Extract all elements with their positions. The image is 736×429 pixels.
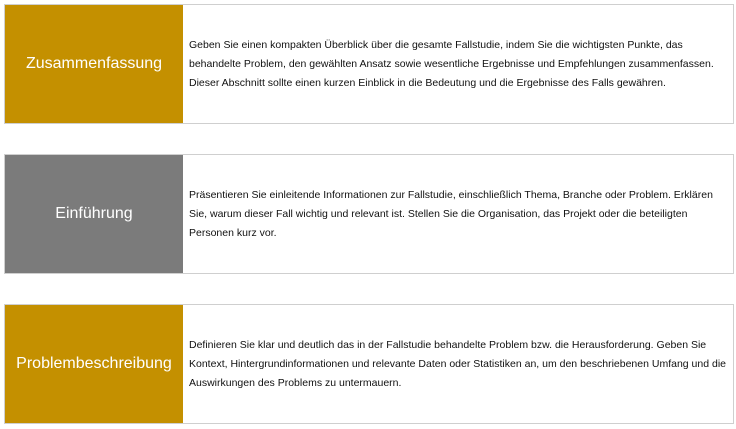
section-title: Problembeschreibung [16,355,172,372]
section-description [183,5,733,123]
section-description [183,155,733,273]
section-title: Zusammenfassung [25,55,163,72]
section-label-box [5,155,183,273]
section-text: Definieren Sie klar und deutlich das in der Fallstudie behandelte Problem bzw. die Herausforderung. Geben Sie Kontext, Hintergrundinformationen und relevante Daten oder Statistiken an, um den beschriebenen Umfang und die Auswirkungen des Problems zu untermauern. [189,338,727,389]
section-introduction [4,154,734,274]
section-summary [4,4,734,124]
section-text: Geben Sie einen kompakten Überblick über die gesamte Fallstudie, indem Sie die wichtigsten Punkte, das behandelte Problem, den gewählten Ansatz sowie wesentliche Ergebnisse und Empfehlungen zusammenfassen. Dieser Abschnitt sollte einen kurzen Einblick in die Bedeutung und die Ergebnisse des Falls gewähren. [189,38,714,89]
section-description [183,305,733,423]
section-label-box [5,305,183,423]
section-text: Präsentieren Sie einleitende Informationen zur Fallstudie, einschließlich Thema, Branche oder Problem. Erklären Sie, warum dieser Fall wichtig und relevant ist. Stellen Sie die Organisation, das Projekt oder die beteiligten Personen kurz vor. [189,188,713,239]
section-label-box [5,5,183,123]
section-title: Einführung [55,205,133,222]
section-problem-description [4,304,734,424]
